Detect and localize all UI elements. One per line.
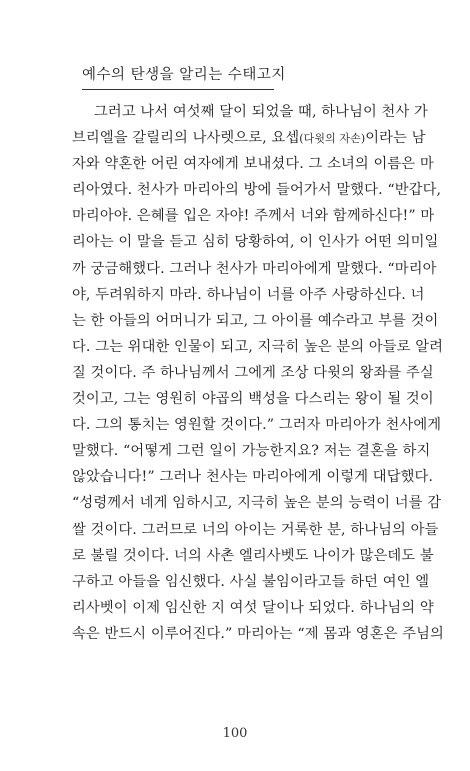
text-line <box>72 125 426 151</box>
text-line: 그러고 나서 여섯째 달이 되었을 때, 하나님이 천사 가 <box>94 104 428 120</box>
text-line: 말했다. “어떻게 그런 일이 가능한지요? 저는 결혼을 하지 <box>72 443 431 460</box>
text-line: 질 것이다. 주 하나님께서 그에게 조상 다윗의 왕좌를 주실 <box>72 364 434 381</box>
body-text <box>72 99 444 673</box>
section-heading: 예수의 탄생을 알리는 수태고지 <box>82 67 286 83</box>
text-line: 다. 그는 위대한 인물이 되고, 지극히 높은 분의 아들로 알려 <box>72 338 444 355</box>
text-line: 리아는 이 말을 듣고 심히 당황하여, 이 인사가 어떤 의미일 <box>72 234 439 251</box>
heading-underline <box>82 89 274 90</box>
page-number: 100 <box>222 726 248 741</box>
text-line: 마리아야. 은혜를 입은 자야! 주께서 너와 함께하신다!” 마 <box>72 208 435 225</box>
text-line-segment: 브리엘을 갈릴리의 나사렛으로, 요셉 <box>72 130 300 147</box>
annotation-text: (다윗의 자손) <box>299 132 366 146</box>
section-heading-block <box>82 66 286 90</box>
text-line: 야, 두려워하지 마라. 하나님이 너를 아주 사랑하신다. 너 <box>72 286 425 303</box>
text-line-segment: 이라는 남 <box>365 130 426 147</box>
text-line: 않았습니다!” 그러나 천사는 마리아에게 이렇게 대답했다. <box>72 469 434 486</box>
text-line <box>72 647 392 673</box>
text-line: 속은 반드시 이루어진다.” 마리아는 “제 몸과 영혼은 주님의 <box>72 625 444 642</box>
text-line: 구하고 아들을 임신했다. 사실 불임이라고들 하던 여인 엘 <box>72 573 430 590</box>
text-line: “성령께서 네게 임하시고, 지극히 높은 분의 능력이 너를 감 <box>72 495 442 512</box>
text-line: 다. 그의 통치는 영원할 것이다.” 그러자 마리아가 천사에게 <box>72 417 442 434</box>
text-line: 쌀 것이다. 그러므로 너의 아이는 거룩한 분, 하나님의 아들 <box>72 521 439 538</box>
text-line: 까 궁금해했다. 그러나 천사가 마리아에게 말했다. “마리아 <box>72 260 437 277</box>
text-line: 는 한 아들의 어머니가 되고, 그 아이를 예수라고 부를 것이 <box>72 312 439 329</box>
text-line: 로 불릴 것이다. 너의 사촌 엘리사벳도 나이가 많은데도 불 <box>72 547 434 564</box>
text-line: 자와 약혼한 어린 여자에게 보내셨다. 그 소녀의 이름은 마 <box>72 156 434 173</box>
text-line: 리아였다. 천사가 마리아의 방에 들어가서 말했다. “반갑다, <box>72 182 442 199</box>
text-line: 것이고, 그는 영원히 야곱의 백성을 다스리는 왕이 될 것이 <box>72 391 434 408</box>
text-line: 리사벳이 이제 임신한 지 여섯 달이나 되었다. 하나님의 약 <box>72 599 434 616</box>
